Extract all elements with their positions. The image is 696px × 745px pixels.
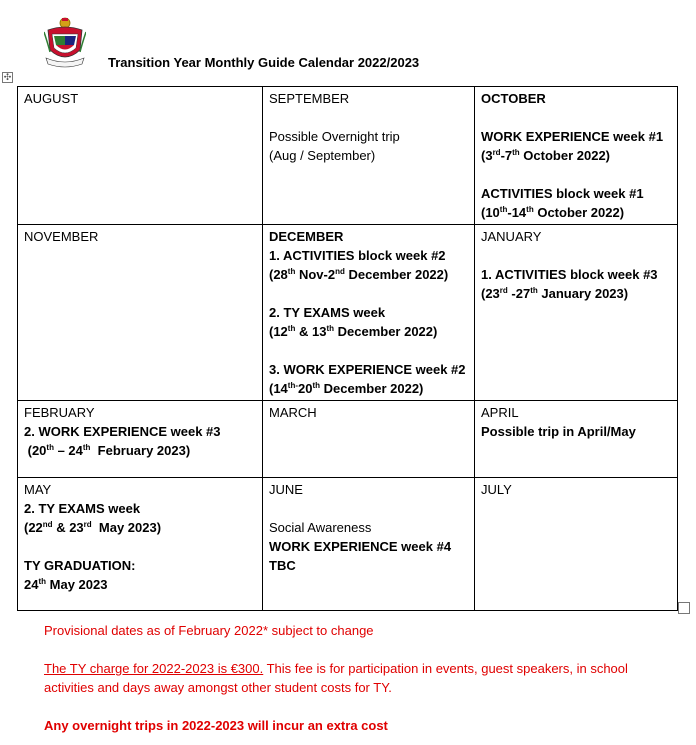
table-row: [18, 225, 678, 401]
may-event-2-date: 24th May 2023: [24, 577, 108, 592]
month-label-april: APRIL: [481, 405, 519, 420]
provisional-note: Provisional dates as of February 2022* subject to change: [44, 623, 374, 638]
cell-july: [475, 478, 678, 611]
september-line-1: Possible Overnight trip: [269, 129, 400, 144]
month-label-may: MAY: [24, 482, 52, 497]
calendar-table: [17, 86, 678, 611]
month-label-november: NOVEMBER: [24, 229, 99, 244]
table-row: [18, 87, 678, 225]
cell-august: [18, 87, 263, 225]
month-label-december: DECEMBER: [269, 229, 344, 244]
december-event-2: 2. TY EXAMS week: [269, 305, 386, 320]
cell-january: [475, 225, 678, 401]
cell-february: [18, 401, 263, 478]
cell-march: [263, 401, 475, 478]
october-event-2: ACTIVITIES block week #1: [481, 186, 644, 201]
december-event-3: 3. WORK EXPERIENCE week #2: [269, 362, 466, 377]
month-label-june: JUNE: [269, 482, 303, 497]
school-crest-logo: [44, 14, 86, 70]
table-row: [18, 478, 678, 611]
may-event-2: TY GRADUATION:: [24, 558, 136, 573]
april-event-1: Possible trip in April/May: [481, 424, 636, 439]
cell-may: [18, 478, 263, 611]
december-event-2-dates: (12th & 13th December 2022): [269, 324, 438, 339]
month-label-march: MARCH: [269, 405, 317, 420]
month-label-february: FEBRUARY: [24, 405, 95, 420]
page-title: Transition Year Monthly Guide Calendar 2022/2023: [108, 55, 420, 70]
month-label-october: OCTOBER: [481, 91, 546, 106]
june-line-3: TBC: [269, 558, 296, 573]
cell-october: [475, 87, 678, 225]
june-line-2: WORK EXPERIENCE week #4: [269, 539, 452, 554]
january-event-1: 1. ACTIVITIES block week #3: [481, 267, 658, 282]
december-event-3-dates: ($14^{th-}20th$ December 2022): [269, 381, 424, 396]
october-event-1: WORK EXPERIENCE week #1: [481, 129, 664, 144]
october-event-1-dates: (3rd-7th October 2022): [481, 148, 611, 163]
cell-september: [263, 87, 475, 225]
charge-note-rest: This fee is for participation in events, guest speakers, in school activities and days away amongst other student costs for TY.: [44, 661, 628, 695]
table-resize-handle[interactable]: [678, 602, 690, 614]
cell-december: [263, 225, 475, 401]
charge-note: [44, 659, 664, 697]
table-row: [18, 401, 678, 478]
table-move-handle-icon[interactable]: ✣: [3, 72, 12, 82]
january-event-1-dates: (23rd -27th January 2023): [481, 286, 629, 301]
june-line-1: Social Awareness: [269, 520, 372, 535]
may-event-1-dates: (22nd & 23rd May 2023): [24, 520, 162, 535]
overnight-note: Any overnight trips in 2022-2023 will incur an extra cost: [44, 718, 388, 733]
february-event-1: 2. WORK EXPERIENCE week #3: [24, 424, 221, 439]
month-label-august: AUGUST: [24, 91, 79, 106]
september-line-2: (Aug / September): [269, 148, 376, 163]
cell-april: [475, 401, 678, 478]
february-event-1-dates: (20th – 24th February 2023): [24, 443, 191, 458]
charge-note-underlined: The TY charge for 2022-2023 is €300.: [44, 661, 264, 676]
month-label-july: JULY: [481, 482, 512, 497]
may-event-1: 2. TY EXAMS week: [24, 501, 141, 516]
december-event-1-dates: (28th Nov-2nd December 2022): [269, 267, 449, 282]
october-event-2-dates: (10th-14th October 2022): [481, 205, 625, 220]
month-label-january: JANUARY: [481, 229, 542, 244]
month-label-september: SEPTEMBER: [269, 91, 350, 106]
cell-june: [263, 478, 475, 611]
cell-november: [18, 225, 263, 401]
december-event-1: 1. ACTIVITIES block week #2: [269, 248, 446, 263]
